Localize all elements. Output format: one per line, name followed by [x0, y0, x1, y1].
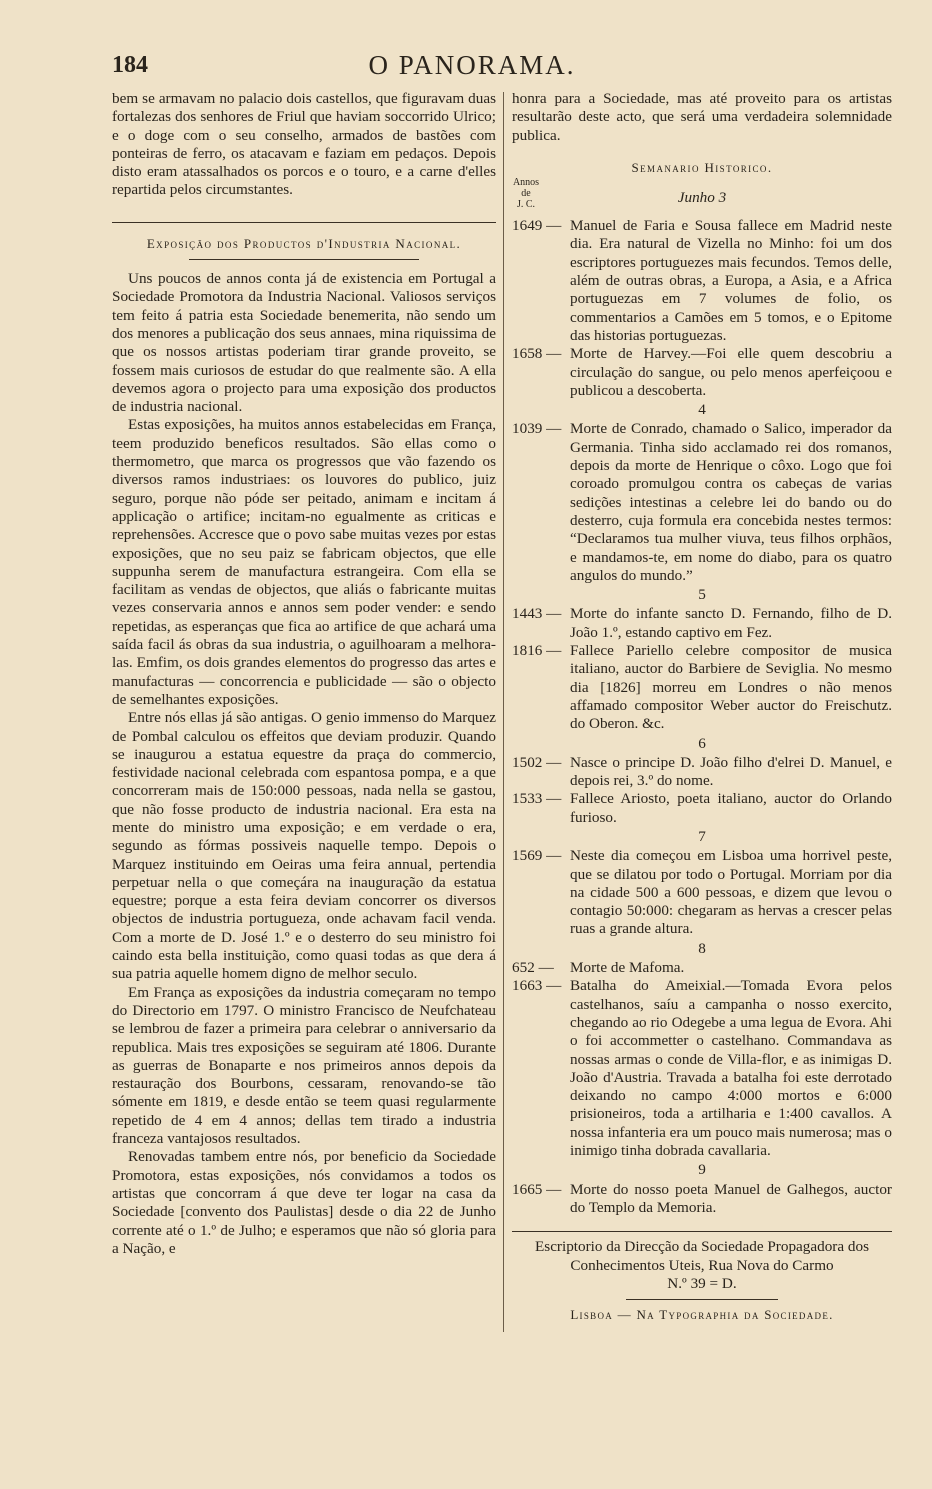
day-label-5: 5 [698, 586, 706, 604]
day-label-7: 7 [698, 827, 706, 845]
page-header [112, 50, 832, 82]
list-item: 1658 — Morte de Harvey.—Foi elle quem descobriu a circulação do sangue, ou pelo menos aperfeiçoou e publicou a descoberta. [512, 345, 892, 399]
imprint-address: Escriptorio da Direcção da Sociedade Propagadora dos Conhecimentos Uteis, Rua Nova do Carmo [535, 1238, 869, 1274]
publication-title: O PANORAMA. [368, 50, 576, 80]
day-label-4: 4 [698, 401, 706, 419]
list-item: 1569 — Neste dia começou em Lisboa uma horrivel peste, que se dilatou por todo o Portugal. Morriam por dia na cidade 500 a 600 pessoas, e dizem que levou o contagio 50:000: chegaram as hervas a crescer pelas ruas a grande altura. [512, 847, 892, 938]
list-item: 1816 — Fallece Pariello celebre compositor de musica italiano, auctor do Barbiere de Seviglia. No mesmo dia [1826] morreu em Londres o não menos affamado compositor Weber auctor do Freischutz. do Oberon. &c. [512, 642, 892, 733]
paragraph: Renovadas tambem entre nós, por beneficio da Sociedade Promotora, estas exposições, nós convidamos a todos os artistas que concorram á que deve ter logar na casa da Sociedade [convento dos Paulistas] desde o dia 22 de Junho corrente até o 1.º de Julho; e esperamos que não só gloria para a Nação, e [112, 1148, 496, 1257]
paragraph: Entre nós ellas já são antigas. O genio immenso do Marquez de Pombal calculou os effeitos que deviam produzir. Quando se inaugurou a estatua equestre da praça do commercio, festividade nacional celebrada com espantosa pompa, e a que concorreram mais de 150:000 pessoas, nada nella se gastou, que não fosse producto de industria nacional. Era esta na mente do ministro uma exposição; e em verdade o era, segundo as fórmas possiveis naquelle tempo. Depois o Marquez instituindo em Oeiras uma feira annual, pertendia perpetuar nella o que começára na inauguração da estatua equestre; porque a esta feira deviam concorrer os diversos objectos de industria portugueza, onde achavam facil venda. Com a morte de D. José 1.º e o desterro do seu ministro foi caindo esta bella instituição, como quasi todas as que dera á sua patria aquelle homem digno de melhor seculo. [112, 709, 496, 983]
section-heading-semanario: Semanario Historico. [631, 159, 773, 175]
day-label-6: 6 [698, 734, 706, 752]
right-column [512, 90, 892, 1324]
paragraph: Em França as exposições da industria começaram no tempo do Directorio em 1797. O ministro Francisco de Neufchateau se lembrou de fazer a primeira para celebrar o anniversario da republica. Mais tres exposições se seguiram até 1806. Durante as guerras de Bonaparte e nos primeiros annos depois da restauração dos Bourbons, cessaram, renovando-se tão sómente em 1819, e desde então se teem quasi regularmente repetido de 4 em 4 annos; dellas tem tirado a industria franceza vantajosos resultados. [112, 983, 496, 1148]
paragraph: Estas exposições, ha muitos annos estabelecidas em França, teem produzido beneficos resultados. São ellas como o thermometro, que marca os progressos que vão fazendo os diversos ramos industriaes: os louvores do publico, juiz seguro, porque não póde ser peitado, animam e incitam á applicação o artifice; incitam-no egualmente as criticas e reprehensões. Accresce que o povo sabe muitas vezes por estas exposições, que no seu paiz se fabricam objectos, que elle suppunha serem de manufactura estrangeira. Com ella se facilitam as vendas de objectos, que aliás o fabricante muitas vezes conservaria annos e annos sem poder vender: e sendo repetidas, as esperanças que fica ao artifice de que achará uma saída facil ás obras da sua industria, o aguilhoaram a melhora-las. Emfim, os dois grandes elementos do progresso das artes e manufacturas — concorrencia e publicidade — são o objecto de semelhantes exposições. [112, 416, 496, 708]
day-label-9: 9 [698, 1161, 706, 1179]
article-continuation: bem se armavam no palacio dois castellos, que figuravam duas fortalezas dos senhores de Friul que haviam soccorrido Ulrico; e o doge com o seu conselho, armados de bastões com ponteiras de ferro, os atacavam e faziam em pedaços. Depois disto eram atassalhados os porcos e o touro, e a carne d'elles repartida pelos circumstantes. [112, 90, 496, 199]
column-divider [503, 92, 504, 1332]
list-item: 1663 — Batalha do Ameixial.—Tomada Evora pelos castelhanos, saíu a campanha o nosso exercito, chegando ao rio Odegebe a uma legua de Evora. Ahi o foi accommetter o castelhano. Commandava as nossas armas o conde de Villa-flor, e as inimigas D. João d'Austria. Travada a batalha foi este derrotado deixando no campo 4:000 mortos e 6:000 prisioneiros, toda a artilharia e 1:400 cavallos. A nossa infanteria era um pouco mais numerosa; mas o inimigo tinha dobrada cavallaria. [512, 977, 892, 1160]
section-heading-exposicao: Exposição dos Productos d'Industria Nacional. [146, 235, 462, 251]
article-end: honra para a Sociedade, mas até proveito para os artistas resultarão deste acto, que será uma verdadeira solemnidade publica. [512, 90, 892, 144]
list-item: 1533 — Fallece Ariosto, poeta italiano, auctor do Orlando furioso. [512, 790, 892, 826]
printer-line: Lisboa — Na Typographia da Sociedade. [570, 1307, 834, 1323]
left-column [112, 90, 496, 1258]
list-item: 652 — Morte de Mafoma. [512, 959, 685, 977]
list-item: 1649 — Manuel de Faria e Sousa fallece em Madrid neste dia. Era natural de Vizella no Minho: foi um dos escriptores portuguezes mais fecundos. Temos delle, além de outras obras, a Europa, a Asia, e a Africa portuguezas em 7 volumes de folio, os commentarios a Camões em 5 tomos, e o Epitome das historias portuguezas. [512, 217, 892, 344]
years-label: Annos de J. C. [512, 177, 540, 211]
date-header [512, 177, 892, 217]
day-label-3: Junho 3 [677, 189, 727, 207]
paragraph: Uns poucos de annos conta já de existencia em Portugal a Sociedade Promotora da Industria Nacional. Valiosos serviços tem feito á patria esta Sociedade benemerita, não sendo um dos menores a publicação dos seus annaes, mina riquissima de que os nossos artistas poderiam tirar grande proveito, se fossem mais curiosos de estudar do que realmente são. A ella devemos agora o projecto para uma exposição dos productos de industria nacional. [112, 270, 496, 416]
footer-rule [626, 1299, 778, 1300]
imprint-number: N.º 39 = D. [667, 1274, 737, 1292]
page-number: 184 [112, 52, 148, 78]
list-item: 1665 — Morte do nosso poeta Manuel de Galhegos, auctor do Templo da Memoria. [512, 1180, 892, 1216]
day-label-8: 8 [698, 939, 706, 957]
imprint [512, 1238, 892, 1324]
list-item: 1443 — Morte do infante sancto D. Fernando, filho de D. João 1.º, estando captivo em Fez. [512, 605, 892, 641]
list-item: 1039 — Morte de Conrado, chamado o Salico, imperador da Germania. Tinha sido acclamado rei dos romanos, depois da morte de Henrique o côxo. Logo que foi coroado promulgou contra os cabeças de varias sedições intestinas a celebre lei do bando ou do desterro, cuja formula era concebida nestes termos: “Declaramos tua mulher viuva, teus filhos orphãos, e mandamos-te, em nome do diabo, para os quatro angulos do mundo.” [512, 420, 892, 584]
list-item: 1502 — Nasce o principe D. João filho d'elrei D. Manuel, e depois rei, 3.º do nome. [512, 753, 892, 790]
